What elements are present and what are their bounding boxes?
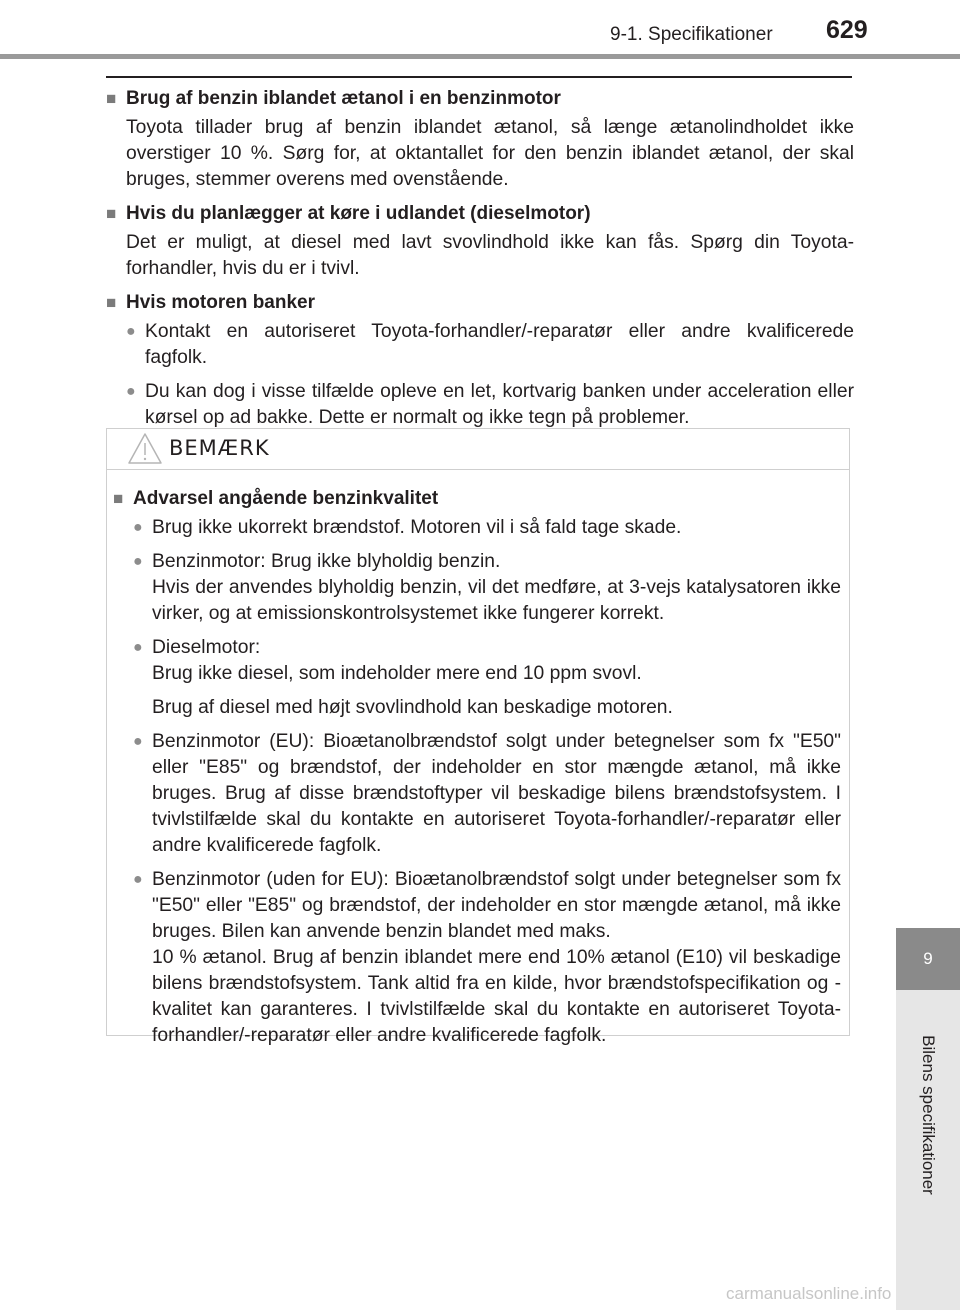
list-item xyxy=(133,867,841,1049)
section-title xyxy=(106,290,854,315)
list-item xyxy=(126,379,854,431)
square-bullet-icon: ■ xyxy=(106,293,117,312)
section-paragraph: Toyota tillader brug af benzin iblandet ætanol, så længe ætanolindholdet ikke overstiger 10 %. Sørg for, at oktantallet for den benzin iblandet ætanol, der skal bruges, stemmer overens med ovenstående. xyxy=(126,117,854,190)
notice-title-text: Advarsel angående benzinkvalitet xyxy=(133,488,439,509)
list-item-text xyxy=(152,729,841,859)
notice-label: BEMÆRK xyxy=(169,436,270,460)
notice-box xyxy=(106,428,850,1046)
notice-header xyxy=(107,429,849,470)
header-rule xyxy=(0,54,960,59)
top-rule xyxy=(106,76,852,78)
list-item-text xyxy=(152,867,841,1049)
list-item-text: Du kan dog i visse tilfælde opleve en let, kortvarig banken under acceleration eller kørsel op ad bakke. Dette er normalt og ikke tegn på problemer. xyxy=(145,381,854,428)
list-item-line: Benzinmotor (uden for EU): Bioætanolbrændstof solgt under betegnelser som fx "E50" eller "E85" og brændstof, der indeholder en stor mængde ætanol, må ikke bruges. Bilen kan anvende benzin blandet med maks. xyxy=(152,869,841,942)
list-item xyxy=(126,319,854,371)
main-content xyxy=(106,86,854,439)
circle-bullet-icon: ● xyxy=(133,871,143,888)
section-title xyxy=(106,201,854,226)
list-item xyxy=(133,515,841,541)
section-title-text: Brug af benzin iblandet ætanol i en benzinmotor xyxy=(126,88,561,109)
list-item-line: Dieselmotor: xyxy=(152,637,261,658)
chapter-number-tab: 9 xyxy=(896,928,960,990)
section-title xyxy=(106,86,854,111)
list-item-line: Hvis der anvendes blyholdig benzin, vil det medføre, at 3-vejs katalysatoren ikke virker, og at emissionskontrolsystemet ikke fungerer korrekt. xyxy=(152,577,841,624)
list-item-text xyxy=(152,635,841,687)
square-bullet-icon: ■ xyxy=(106,204,117,223)
notice-plain-paragraph: Brug af diesel med højt svovlindhold kan beskadige motoren. xyxy=(152,697,673,718)
section-abroad-diesel xyxy=(106,201,854,282)
list-item-text xyxy=(152,549,841,627)
section-ethanol xyxy=(106,86,854,193)
list-item-line: Benzinmotor: Brug ikke blyholdig benzin. xyxy=(152,551,501,572)
circle-bullet-icon: ● xyxy=(133,639,143,656)
section-title-text: Hvis du planlægger at køre i udlandet (dieselmotor) xyxy=(126,203,591,224)
list-item xyxy=(133,635,841,687)
chapter-title-vertical xyxy=(896,990,960,1240)
section-engine-knock xyxy=(106,290,854,431)
circle-bullet-icon: ● xyxy=(126,383,136,400)
list-item xyxy=(133,729,841,859)
circle-bullet-icon: ● xyxy=(133,733,143,750)
page-number: 629 xyxy=(826,16,868,44)
section-title-text: Hvis motoren banker xyxy=(126,292,315,313)
notice-body xyxy=(107,470,849,1049)
list-item-line: Brug ikke diesel, som indeholder mere end 10 ppm svovl. xyxy=(152,663,642,684)
watermark: carmanualsonline.info xyxy=(726,1284,892,1303)
list-item-line: Brug ikke ukorrekt brændstof. Motoren vil i så fald tage skade. xyxy=(152,517,682,538)
header-section-title: 9-1. Specifikationer xyxy=(610,24,773,45)
list-item-text xyxy=(152,515,841,541)
notice-title xyxy=(113,486,841,511)
circle-bullet-icon: ● xyxy=(133,519,143,536)
square-bullet-icon: ■ xyxy=(113,489,124,508)
warning-triangle-icon xyxy=(127,431,163,465)
list-item-line: 10 % ætanol. Brug af benzin iblandet mere end 10% ætanol (E10) vil beskadige bilens brændstofsystem. Tank altid fra en kilde, hvor brændstofspecifikation og -kvalitet kan garanteres. I tvivlstilfælde skal du kontakte en autoriseret Toyota-forhandler/-reparatør eller andre kvalificerede fagfolk. xyxy=(152,947,841,1046)
list-item-line: Benzinmotor (EU): Bioætanolbrændstof solgt under betegnelser som fx "E50" eller "E85" og brændstof, der indeholder en stor mængde ætanol, må ikke bruges. Brug af disse brændstoftyper vil beskadige bilens brændstofsystem. I tvivlstilfælde skal du kontakte en autoriseret Toyota-forhandler/-reparatør eller andre kvalificerede fagfolk. xyxy=(152,731,841,856)
list-item xyxy=(133,549,841,627)
chapter-title-text: Bilens specifikationer xyxy=(919,1035,938,1195)
circle-bullet-icon: ● xyxy=(126,323,136,340)
square-bullet-icon: ■ xyxy=(106,89,117,108)
circle-bullet-icon: ● xyxy=(133,553,143,570)
section-paragraph: Det er muligt, at diesel med lavt svovlindhold ikke kan fås. Spørg din Toyota-forhandler, hvis du er i tvivl. xyxy=(126,232,854,279)
list-item-text: Kontakt en autoriseret Toyota-forhandler/-reparatør eller andre kvalificerede fagfolk. xyxy=(145,321,854,368)
